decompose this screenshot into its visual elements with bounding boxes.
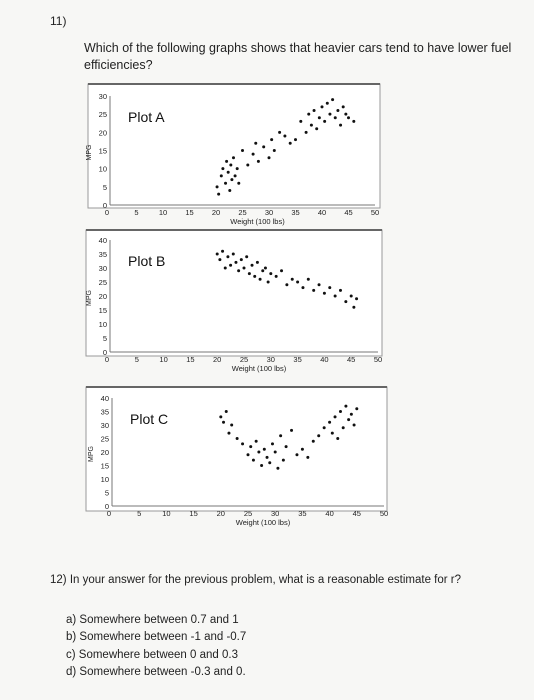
scatter-point <box>280 269 283 272</box>
y-tick-label: 35 <box>98 250 107 259</box>
y-tick-label: 5 <box>104 488 109 498</box>
x-tick-label: 45 <box>352 509 361 518</box>
answer-option-b[interactable]: b) Somewhere between -1 and -0.7 <box>66 631 247 644</box>
y-tick-label: 40 <box>100 394 109 403</box>
scatter-point <box>315 127 318 130</box>
plot-title: Plot A <box>128 109 165 125</box>
scatter-point <box>285 283 288 286</box>
y-tick-label: 10 <box>100 475 109 484</box>
scatter-point <box>220 174 223 177</box>
y-tick-label: 30 <box>98 92 107 101</box>
scatter-point <box>224 267 227 270</box>
scatter-point <box>318 116 321 119</box>
scatter-point <box>344 300 347 303</box>
y-axis-label: MPG <box>86 144 93 161</box>
scatter-point <box>328 286 331 289</box>
plot-frame <box>86 387 387 511</box>
scatter-point <box>263 448 266 451</box>
scatter-point <box>350 413 353 416</box>
scatter-point <box>312 289 315 292</box>
scatter-point <box>339 289 342 292</box>
scatter-point <box>305 131 308 134</box>
scatter-point <box>301 448 304 451</box>
scatter-point <box>323 426 326 429</box>
x-tick-label: 20 <box>211 208 221 217</box>
scatter-point <box>221 250 224 253</box>
x-axis-label: Weight (100 lbs) <box>230 217 285 226</box>
scatter-point <box>342 105 345 108</box>
scatter-point <box>234 174 237 177</box>
scatter-point <box>321 105 324 108</box>
y-tick-label: 5 <box>102 334 107 343</box>
scatter-point <box>246 164 249 167</box>
scatter-point <box>257 451 260 454</box>
x-tick-label: 20 <box>216 509 225 518</box>
scatter-point <box>342 426 345 429</box>
x-tick-label: 35 <box>298 509 307 518</box>
scatter-point <box>271 442 274 445</box>
scatter-point <box>226 255 229 258</box>
scatter-point <box>312 440 315 443</box>
scatter-point <box>217 193 220 196</box>
x-tick-label: 35 <box>291 208 300 217</box>
scatter-point <box>267 281 270 284</box>
x-tick-label: 30 <box>266 355 275 364</box>
scatter-point <box>237 269 240 272</box>
scatter-point <box>268 461 271 464</box>
scatter-point <box>251 264 254 267</box>
scatter-point <box>352 306 355 309</box>
scatter-point <box>236 167 239 170</box>
y-tick-label: 30 <box>98 264 107 273</box>
y-tick-label: 20 <box>98 128 107 138</box>
scatter-point <box>334 116 337 119</box>
scatter-point <box>240 258 243 261</box>
x-tick-label: 50 <box>373 355 383 364</box>
scatter-point <box>247 453 250 456</box>
y-tick-label: 10 <box>98 164 107 174</box>
y-tick-label: 10 <box>98 320 107 329</box>
y-tick-label: 35 <box>100 407 109 417</box>
scatter-point <box>282 459 285 462</box>
scatter-point <box>253 275 256 278</box>
answer-option-c[interactable]: c) Somewhere between 0 and 0.3 <box>66 648 238 661</box>
scatter-point <box>350 295 353 298</box>
scatter-point <box>279 434 282 437</box>
x-tick-label: 0 <box>104 355 110 364</box>
scatter-point <box>331 432 334 435</box>
scatter-point <box>334 415 337 418</box>
scatter-point <box>291 278 294 281</box>
plot-title: Plot B <box>128 253 166 269</box>
scatter-point <box>275 275 278 278</box>
x-tick-label: 5 <box>134 208 139 217</box>
x-tick-label: 50 <box>379 509 389 518</box>
scatter-point <box>260 464 263 467</box>
scatter-point <box>245 255 248 258</box>
scatter-point <box>318 283 321 286</box>
scatter-point <box>224 182 227 185</box>
scatter-point <box>252 153 255 156</box>
x-tick-label: 20 <box>213 355 222 364</box>
x-tick-label: 45 <box>347 355 356 364</box>
scatter-point <box>283 134 286 137</box>
x-tick-label: 50 <box>370 208 380 217</box>
scatter-point <box>331 98 334 101</box>
x-tick-label: 10 <box>158 208 168 217</box>
scatter-point <box>336 109 339 112</box>
scatter-point <box>355 297 358 300</box>
scatter-point <box>264 267 267 270</box>
question-11-number: 11) <box>50 14 67 28</box>
plot-frame <box>88 84 380 208</box>
x-tick-label: 40 <box>317 208 327 217</box>
scatter-point <box>241 442 244 445</box>
scatter-point <box>294 138 297 141</box>
scatter-point <box>276 467 279 470</box>
x-tick-label: 15 <box>186 355 195 364</box>
y-tick-label: 15 <box>100 461 109 471</box>
y-tick-label: 0 <box>102 348 107 357</box>
scatter-point <box>289 142 292 145</box>
scatter-point <box>285 445 288 448</box>
scatter-point <box>299 120 302 123</box>
plot-title: Plot C <box>130 411 169 427</box>
scatter-point <box>307 113 310 116</box>
scatter-point <box>317 434 320 437</box>
scatter-point <box>301 286 304 289</box>
answer-option-d[interactable]: d) Somewhere between -0.3 and 0. <box>66 666 246 679</box>
y-tick-label: 0 <box>104 502 109 511</box>
y-tick-label: 25 <box>98 110 107 120</box>
y-tick-label: 20 <box>98 292 107 301</box>
scatter-point <box>229 164 232 167</box>
scatter-point <box>268 156 271 159</box>
scatter-point <box>323 120 326 123</box>
scatter-point <box>230 178 233 181</box>
scatter-point <box>290 429 293 432</box>
scatter-point <box>339 124 342 127</box>
answer-options <box>66 612 246 682</box>
scatter-point <box>248 272 251 275</box>
scatter-point <box>228 189 231 192</box>
scatter-point <box>355 407 358 410</box>
x-tick-label: 5 <box>134 355 139 364</box>
scatter-point <box>274 451 277 454</box>
x-tick-label: 45 <box>344 208 353 217</box>
scatter-point <box>262 145 265 148</box>
scatter-point <box>225 410 228 413</box>
x-tick-label: 0 <box>104 208 110 217</box>
scatter-point <box>227 432 230 435</box>
scatter-point <box>273 149 276 152</box>
scatter-point <box>347 116 350 119</box>
scatter-point <box>222 421 225 424</box>
scatter-point <box>352 120 355 123</box>
x-tick-label: 30 <box>264 208 274 217</box>
scatter-point <box>241 149 244 152</box>
scatter-point <box>257 160 260 163</box>
y-tick-label: 40 <box>98 236 107 245</box>
y-tick-label: 0 <box>102 201 107 210</box>
scatter-point <box>328 113 331 116</box>
x-axis-label: Weight (100 lbs) <box>235 518 291 527</box>
y-axis-label: MPG <box>86 290 93 306</box>
question-11-text: Which of the following graphs shows that heavier cars tend to have lower fuel efficiencies? <box>84 41 512 72</box>
x-axis-label: Weight (100 lbs) <box>231 364 287 373</box>
scatter-point <box>336 437 339 440</box>
scatter-point <box>313 109 316 112</box>
scatter-point <box>278 131 281 134</box>
scatter-point <box>221 167 224 170</box>
scatter-point <box>347 418 350 421</box>
y-tick-label: 20 <box>100 448 109 457</box>
y-tick-label: 15 <box>98 146 107 156</box>
x-tick-label: 25 <box>243 509 253 518</box>
scatter-point <box>323 292 326 295</box>
scatter-point <box>307 278 310 281</box>
scatter-point <box>230 424 233 427</box>
scatter-point <box>232 253 235 256</box>
x-tick-label: 10 <box>162 509 171 518</box>
scatter-point <box>270 138 273 141</box>
scatter-point <box>232 156 235 159</box>
x-tick-label: 40 <box>325 509 334 518</box>
scatter-point <box>249 445 252 448</box>
scatter-point <box>216 253 219 256</box>
y-tick-label: 30 <box>100 421 109 430</box>
x-tick-label: 30 <box>271 509 280 518</box>
plot-a <box>86 84 380 226</box>
scatter-point <box>237 182 240 185</box>
scatter-point <box>218 258 221 261</box>
scatter-point <box>306 456 309 459</box>
x-tick-label: 25 <box>239 355 249 364</box>
y-tick-label: 15 <box>98 306 107 315</box>
scatter-point <box>339 410 342 413</box>
x-tick-label: 0 <box>106 509 112 518</box>
plot-b <box>86 230 382 373</box>
scatter-point <box>328 421 331 424</box>
x-tick-label: 25 <box>238 208 247 217</box>
scatter-point <box>334 295 337 298</box>
scatter-point <box>243 267 246 270</box>
scatter-point <box>234 261 237 264</box>
scatter-point <box>296 281 299 284</box>
scatter-point <box>256 261 259 264</box>
x-tick-label: 15 <box>189 509 198 518</box>
scatter-point <box>353 424 356 427</box>
scatter-point <box>252 459 255 462</box>
scatter-point <box>236 437 239 440</box>
plot-frame <box>86 230 382 356</box>
scatter-point <box>254 142 257 145</box>
scatter-point <box>259 278 262 281</box>
answer-option-a[interactable]: a) Somewhere between 0.7 and 1 <box>66 614 239 626</box>
scatter-point <box>344 113 347 116</box>
scatter-point <box>225 160 228 163</box>
scatter-point <box>326 102 329 105</box>
x-tick-label: 35 <box>293 355 302 364</box>
scatter-point <box>255 440 258 443</box>
x-tick-label: 40 <box>320 355 329 364</box>
scatter-point <box>261 269 264 272</box>
plot-c <box>86 387 388 527</box>
y-tick-label: 25 <box>98 278 107 287</box>
scatter-point <box>344 405 347 408</box>
question-12-text: 12) In your answer for the previous problem, what is a reasonable estimate for r? <box>50 574 462 586</box>
scatter-point <box>229 264 232 267</box>
x-tick-label: 15 <box>185 208 194 217</box>
scatter-point <box>295 453 298 456</box>
scatter-point <box>266 456 269 459</box>
x-tick-label: 5 <box>137 509 142 518</box>
scatter-point <box>219 415 222 418</box>
y-tick-label: 25 <box>100 434 109 444</box>
scatter-point <box>216 185 219 188</box>
scatter-point <box>269 272 272 275</box>
x-tick-label: 10 <box>159 355 168 364</box>
y-axis-label: MPG <box>88 446 95 462</box>
scatter-point <box>227 171 230 174</box>
y-tick-label: 5 <box>102 182 107 192</box>
scatter-point <box>310 124 313 127</box>
